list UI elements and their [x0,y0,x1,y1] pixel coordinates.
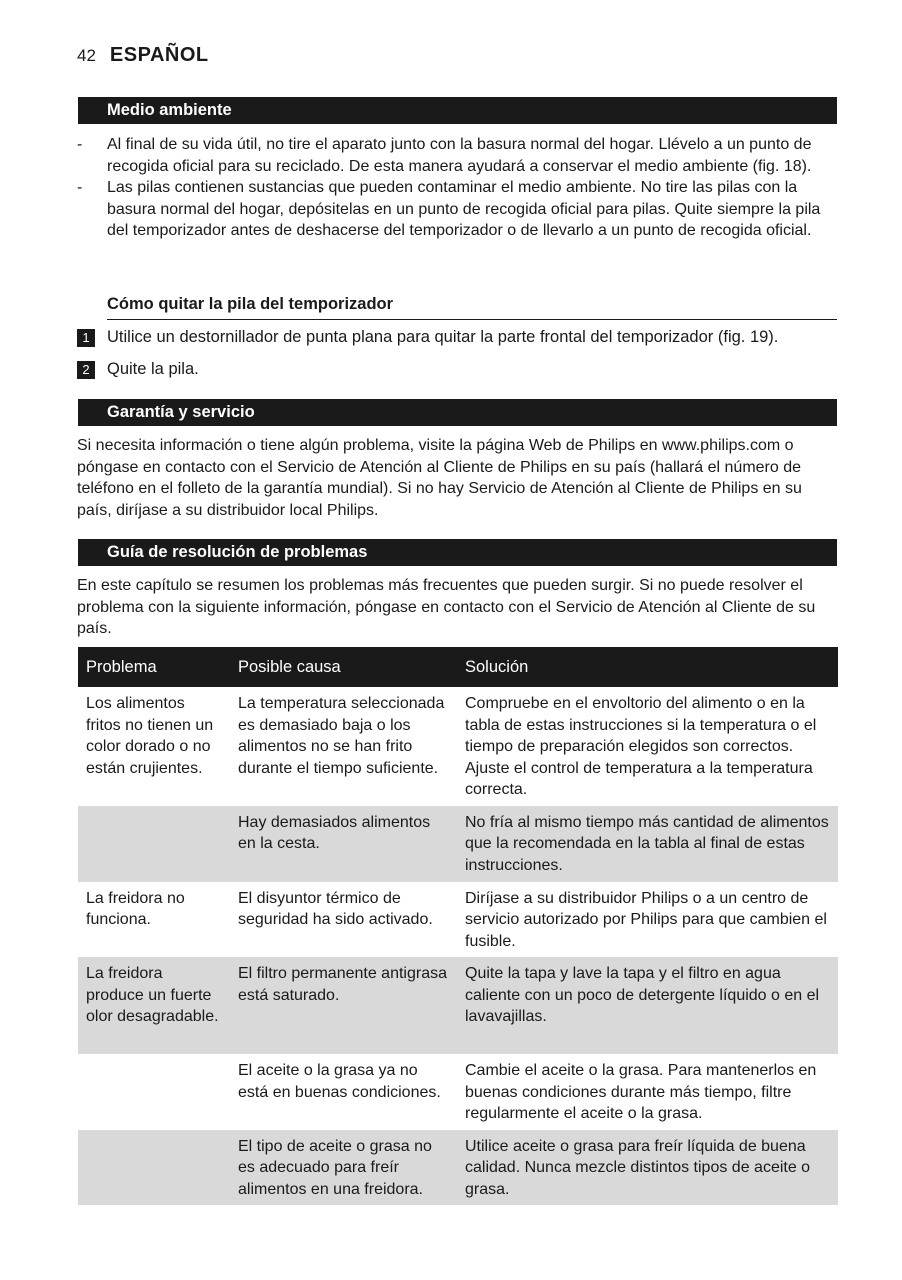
solution-cell: Quite la tapa y lave la tapa y el filtro en agua caliente con un poco de detergente líquido o en el lavavajillas. [457,957,838,1054]
divider [107,319,837,320]
problem-cell [78,1054,230,1130]
warranty-text: Si necesita información o tiene algún problema, visite la página Web de Philips en www.philips.com o póngase en contacto con el Servicio de Atención al Cliente de Philips en su país (hallará el número de teléfono en el folleto de la garantía mundial). Si no hay Servicio de Atención al Cliente de Philips en su país, diríjase a su distribuidor local Philips. [77,437,802,519]
list-item: - Al final de su vida útil, no tire el aparato junto con la basura normal del hogar. Llévelo a un punto de recogida oficial para su reciclado. De esta manera ayudará a conservar el medio ambiente (fig. 18). [77,136,812,175]
problem-cell: La freidora produce un fuerte olor desagradable. [78,957,230,1054]
cause-cell: El filtro permanente antigrasa está saturado. [230,957,457,1054]
cause-cell: El tipo de aceite o grasa no es adecuado para freír alimentos en una freidora. [230,1130,457,1206]
page-header [77,44,209,67]
table-row [78,1054,838,1130]
column-header-cause: Posible causa [230,647,457,687]
table-row [78,806,838,882]
solution-cell: Diríjase a su distribuidor Philips o a un centro de servicio autorizado por Philips para que cambien el fusible. [465,889,827,950]
troubleshooting-intro: En este capítulo se resumen los problemas más frecuentes que pueden surgir. Si no puede resolver el problema con la siguiente información, póngase en contacto con el Servicio de Atención al Cliente de su país. [77,577,816,637]
cause-cell: El disyuntor térmico de seguridad ha sido activado. [238,889,433,928]
solution-cell: Utilice aceite o grasa para freír líquida de buena calidad. Nunca mezcle distintos tipos de aceite o grasa. [457,1130,838,1206]
list-item: - Las pilas contienen sustancias que pueden contaminar el medio ambiente. No tire las pilas con la basura normal del hogar, depósitelas en un punto de recogida oficial para pilas. Quite siempre la pila del temporizador antes de deshacerse del temporizador o de llevarlo a un punto de recogida oficial. [77,179,821,239]
step-2 [77,360,199,379]
solution-cell: Compruebe en el envoltorio del alimento o en la tabla de estas instrucciones si la temperatura o el tiempo de preparación elegidos son correctos. Ajuste el control de temperatura a la temperatura correcta. [465,695,817,798]
problem-cell: La freidora no funciona. [86,889,185,928]
column-header-solution: Solución [457,647,838,687]
environment-list [77,134,837,242]
section-heading-troubleshooting: Guía de resolución de problemas [78,539,837,566]
problem-cell [78,806,230,882]
page-number: 42 [77,46,96,65]
troubleshooting-table [78,647,838,1205]
column-header-problem: Problema [78,647,230,687]
page-language: ESPAÑOL [109,44,209,66]
solution-cell: No fría al mismo tiempo más cantidad de alimentos que la recomendada en la tabla al final de estas instrucciones. [457,806,838,882]
step-number: 1 [77,329,95,347]
table-row [78,957,838,1054]
table-row [78,882,838,958]
table-row [78,1130,838,1206]
table-header-row [78,647,838,687]
step-number: 2 [77,361,95,379]
table-row [78,687,838,806]
step-text: Quite la pila. [107,360,199,378]
cause-cell: El aceite o la grasa ya no está en buenas condiciones. [238,1062,441,1101]
problem-cell: Los alimentos fritos no tienen un color dorado o no están crujientes. [86,695,214,777]
solution-cell: Cambie el aceite o la grasa. Para mantenerlos en buenas condiciones durante más tiempo, filtre regularmente el aceite o la grasa. [465,1062,817,1122]
problem-cell [78,1130,230,1206]
cause-cell: Hay demasiados alimentos en la cesta. [230,806,457,882]
cause-cell: La temperatura seleccionada es demasiado baja o los alimentos no se han frito durante el tiempo suficiente. [238,695,445,777]
section-heading-environment: Medio ambiente [78,97,837,124]
subheading-battery: Cómo quitar la pila del temporizador [107,295,394,313]
section-heading-warranty: Garantía y servicio [78,399,837,426]
step-1 [77,328,778,347]
step-text: Utilice un destornillador de punta plana para quitar la parte frontal del temporizador (fig. 19). [107,328,779,346]
